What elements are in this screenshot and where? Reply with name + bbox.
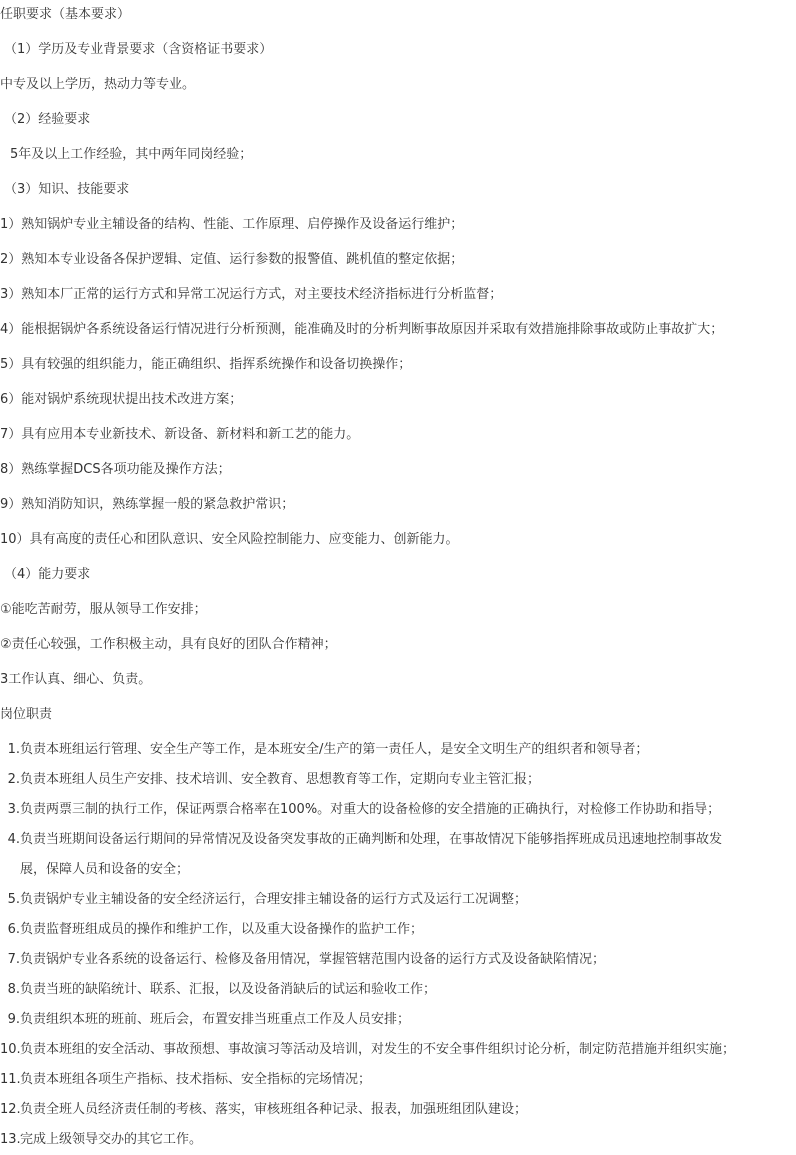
duty-number: 12.: [0, 1102, 21, 1117]
ability-item: ②责任心较强，工作积极主动，具有良好的团队合作精神；: [0, 637, 337, 652]
duty-number: 7.: [7, 952, 20, 967]
ability-heading: （4）能力要求: [4, 567, 91, 582]
experience-heading: （2）经验要求: [4, 112, 91, 127]
skill-item: 8）熟练掌握DCS各项功能及操作方法；: [0, 462, 231, 477]
requirements-title: 任职要求（基本要求）: [0, 7, 131, 22]
education-text: 中专及以上学历，热动力等专业。: [0, 77, 196, 92]
experience-text: 5年及以上工作经验，其中两年同岗经验；: [10, 147, 253, 162]
skill-item: 1）熟知锅炉专业主辅设备的结构、性能、工作原理、启停操作及设备运行维护；: [0, 217, 464, 232]
duty-item: [0, 735, 790, 765]
ability-item: ①能吃苦耐劳，服从领导工作安排；: [0, 602, 207, 617]
skill-item: 10）具有高度的责任心和团队意识、安全风险控制能力、应变能力、创新能力。: [0, 532, 459, 547]
duty-number: 6.: [7, 922, 20, 937]
duty-text: 负责两票三制的执行工作，保证两票合格率在100%。对重大的设备检修的安全措施的正确执行，对检修工作协助和指导；: [20, 802, 721, 817]
duty-text: 负责本班组运行管理、安全生产等工作，是本班安全/生产的第一责任人，是安全文明生产的组织者和领导者；: [20, 742, 649, 757]
duty-text: 负责锅炉专业各系统的设备运行、检修及备用情况，掌握管辖范围内设备的运行方式及设备缺陷情况；: [20, 952, 606, 967]
duty-item: [0, 975, 790, 1005]
duty-item: [0, 1095, 790, 1125]
duty-item: [0, 885, 790, 915]
duty-number: 5.: [7, 892, 20, 907]
duty-number: 13.: [0, 1132, 21, 1147]
skill-item: 7）具有应用本专业新技术、新设备、新材料和新工艺的能力。: [0, 427, 360, 442]
duty-number: 1.: [7, 742, 20, 757]
duties-title: 岗位职责: [0, 707, 53, 722]
duty-item: [0, 1035, 790, 1065]
duty-text-line2: 展，保障人员和设备的安全；: [20, 862, 190, 877]
duty-item: [0, 795, 790, 825]
skills-heading: （3）知识、技能要求: [4, 182, 130, 197]
duty-number: 9.: [7, 1012, 20, 1027]
duty-item: [0, 1065, 790, 1095]
duty-text: 负责当班的缺陷统计、联系、汇报，以及设备消缺后的试运和验收工作；: [20, 982, 437, 997]
duty-number: 10.: [0, 1042, 21, 1057]
duty-text: 负责本班组各项生产指标、技术指标、安全指标的完场情况；: [20, 1072, 372, 1087]
education-heading: （1）学历及专业背景要求（含资格证书要求）: [4, 42, 273, 57]
duty-item: [0, 825, 790, 885]
duty-text: 负责本班组人员生产安排、技术培训、安全教育、思想教育等工作，定期向专业主管汇报；: [20, 772, 541, 787]
duty-text: 负责全班人员经济责任制的考核、落实，审核班组各种记录、报表，加强班组团队建设；: [20, 1102, 528, 1117]
ability-item: 3工作认真、细心、负责。: [0, 672, 152, 687]
duty-item: [0, 765, 790, 795]
duty-text: 负责组织本班的班前、班后会，布置安排当班重点工作及人员安排；: [20, 1012, 411, 1027]
duty-item: [0, 1005, 790, 1035]
duty-text: 完成上级领导交办的其它工作。: [20, 1132, 203, 1147]
duty-number: 4.: [7, 832, 20, 847]
duty-text-line1: 负责当班期间设备运行期间的异常情况及设备突发事故的正确判断和处理，在事故情况下能够指挥班成员迅速地控制事故发: [20, 832, 723, 847]
skill-item: 2）熟知本专业设备各保护逻辑、定值、运行参数的报警值、跳机值的整定依据；: [0, 252, 464, 267]
duty-item: [0, 1125, 790, 1155]
duty-number: 2.: [7, 772, 20, 787]
duty-text: 负责本班组的安全活动、事故预想、事故演习等活动及培训，对发生的不安全事件组织讨论分析，制定防范措施并组织实施；: [20, 1042, 736, 1057]
duty-number: 8.: [7, 982, 20, 997]
skill-item: 4）能根据锅炉各系统设备运行情况进行分析预测，能准确及时的分析判断事故原因并采取有效措施排除事故或防止事故扩大；: [0, 322, 724, 337]
skill-item: 5）具有较强的组织能力，能正确组织、指挥系统操作和设备切换操作；: [0, 357, 412, 372]
duty-text: 负责监督班组成员的操作和维护工作，以及重大设备操作的监护工作；: [20, 922, 424, 937]
skill-item: 3）熟知本厂正常的运行方式和异常工况运行方式，对主要技术经济指标进行分析监督；: [0, 287, 503, 302]
skill-item: 9）熟知消防知识，熟练掌握一般的紧急救护常识；: [0, 497, 295, 512]
duty-text: 负责锅炉专业主辅设备的安全经济运行，合理安排主辅设备的运行方式及运行工况调整；: [20, 892, 528, 907]
duty-item: [0, 945, 790, 975]
duty-number: 3.: [7, 802, 20, 817]
skill-item: 6）能对锅炉系统现状提出技术改进方案；: [0, 392, 243, 407]
duty-number: 11.: [0, 1072, 21, 1087]
duty-item: [0, 915, 790, 945]
